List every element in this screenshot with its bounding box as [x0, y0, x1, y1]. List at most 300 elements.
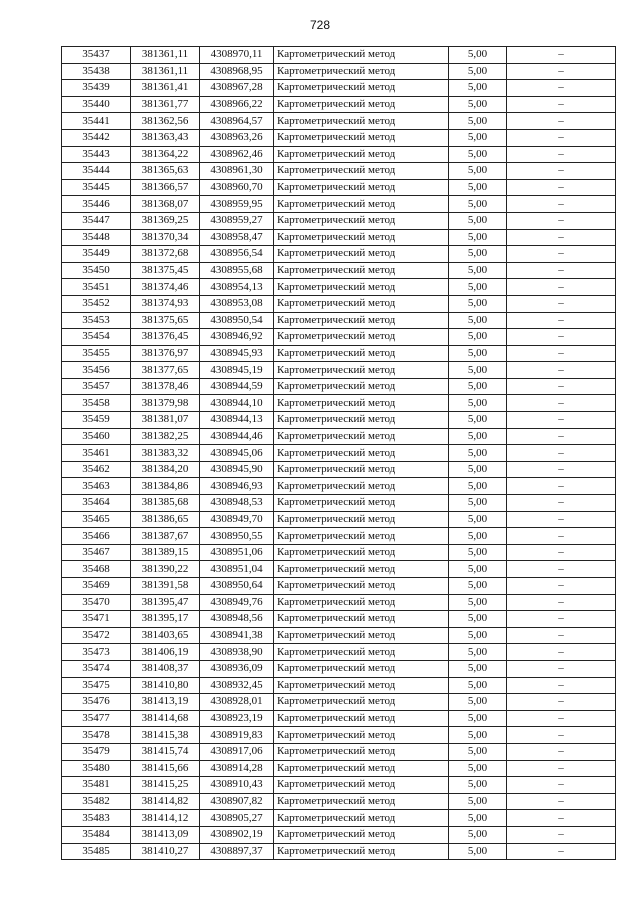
- accuracy-cell: 5,00: [449, 262, 507, 279]
- method-cell: Картометрический метод: [274, 378, 449, 395]
- description-cell: –: [507, 777, 616, 794]
- point-number-cell: 35452: [62, 295, 131, 312]
- y-coordinate-cell: 4308914,28: [200, 760, 274, 777]
- accuracy-cell: 5,00: [449, 179, 507, 196]
- table-row: [62, 511, 616, 528]
- x-coordinate-cell: 381395,17: [131, 611, 200, 628]
- point-number-cell: 35443: [62, 146, 131, 163]
- accuracy-cell: 5,00: [449, 163, 507, 180]
- point-number-cell: 35449: [62, 246, 131, 263]
- description-cell: –: [507, 262, 616, 279]
- method-cell: Картометрический метод: [274, 660, 449, 677]
- y-coordinate-cell: 4308960,70: [200, 179, 274, 196]
- description-cell: –: [507, 611, 616, 628]
- table-row: [62, 495, 616, 512]
- description-cell: –: [507, 810, 616, 827]
- description-cell: –: [507, 163, 616, 180]
- method-cell: Картометрический метод: [274, 677, 449, 694]
- y-coordinate-cell: 4308917,06: [200, 743, 274, 760]
- x-coordinate-cell: 381375,45: [131, 262, 200, 279]
- point-number-cell: 35478: [62, 727, 131, 744]
- x-coordinate-cell: 381387,67: [131, 528, 200, 545]
- description-cell: –: [507, 644, 616, 661]
- table-row: [62, 179, 616, 196]
- y-coordinate-cell: 4308910,43: [200, 777, 274, 794]
- point-number-cell: 35438: [62, 63, 131, 80]
- accuracy-cell: 5,00: [449, 677, 507, 694]
- y-coordinate-cell: 4308962,46: [200, 146, 274, 163]
- accuracy-cell: 5,00: [449, 146, 507, 163]
- y-coordinate-cell: 4308970,11: [200, 47, 274, 64]
- accuracy-cell: 5,00: [449, 495, 507, 512]
- accuracy-cell: 5,00: [449, 345, 507, 362]
- x-coordinate-cell: 381361,77: [131, 96, 200, 113]
- method-cell: Картометрический метод: [274, 843, 449, 860]
- x-coordinate-cell: 381378,46: [131, 378, 200, 395]
- point-number-cell: 35459: [62, 412, 131, 429]
- description-cell: –: [507, 412, 616, 429]
- y-coordinate-cell: 4308944,59: [200, 378, 274, 395]
- table-row: [62, 544, 616, 561]
- point-number-cell: 35437: [62, 47, 131, 64]
- table-row: [62, 826, 616, 843]
- y-coordinate-cell: 4308968,95: [200, 63, 274, 80]
- y-coordinate-cell: 4308928,01: [200, 694, 274, 711]
- method-cell: Картометрический метод: [274, 727, 449, 744]
- x-coordinate-cell: 381383,32: [131, 445, 200, 462]
- point-number-cell: 35484: [62, 826, 131, 843]
- description-cell: –: [507, 461, 616, 478]
- method-cell: Картометрический метод: [274, 63, 449, 80]
- point-number-cell: 35474: [62, 660, 131, 677]
- point-number-cell: 35441: [62, 113, 131, 130]
- method-cell: Картометрический метод: [274, 777, 449, 794]
- description-cell: –: [507, 710, 616, 727]
- accuracy-cell: 5,00: [449, 578, 507, 595]
- x-coordinate-cell: 381372,68: [131, 246, 200, 263]
- point-number-cell: 35450: [62, 262, 131, 279]
- table-row: [62, 378, 616, 395]
- coordinates-table-body: [62, 47, 616, 860]
- x-coordinate-cell: 381379,98: [131, 395, 200, 412]
- method-cell: Картометрический метод: [274, 544, 449, 561]
- table-row: [62, 793, 616, 810]
- point-number-cell: 35482: [62, 793, 131, 810]
- x-coordinate-cell: 381374,46: [131, 279, 200, 296]
- accuracy-cell: 5,00: [449, 445, 507, 462]
- description-cell: –: [507, 760, 616, 777]
- method-cell: Картометрический метод: [274, 445, 449, 462]
- table-row: [62, 163, 616, 180]
- x-coordinate-cell: 381386,65: [131, 511, 200, 528]
- x-coordinate-cell: 381414,82: [131, 793, 200, 810]
- accuracy-cell: 5,00: [449, 528, 507, 545]
- accuracy-cell: 5,00: [449, 461, 507, 478]
- x-coordinate-cell: 381410,80: [131, 677, 200, 694]
- accuracy-cell: 5,00: [449, 826, 507, 843]
- description-cell: –: [507, 146, 616, 163]
- table-row: [62, 694, 616, 711]
- y-coordinate-cell: 4308923,19: [200, 710, 274, 727]
- method-cell: Картометрический метод: [274, 279, 449, 296]
- point-number-cell: 35472: [62, 627, 131, 644]
- table-row: [62, 810, 616, 827]
- method-cell: Картометрический метод: [274, 329, 449, 346]
- x-coordinate-cell: 381377,65: [131, 362, 200, 379]
- table-row: [62, 212, 616, 229]
- point-number-cell: 35485: [62, 843, 131, 860]
- table-row: [62, 611, 616, 628]
- accuracy-cell: 5,00: [449, 644, 507, 661]
- method-cell: Картометрический метод: [274, 743, 449, 760]
- description-cell: –: [507, 395, 616, 412]
- x-coordinate-cell: 381374,93: [131, 295, 200, 312]
- method-cell: Картометрический метод: [274, 345, 449, 362]
- description-cell: –: [507, 743, 616, 760]
- x-coordinate-cell: 381384,86: [131, 478, 200, 495]
- x-coordinate-cell: 381390,22: [131, 561, 200, 578]
- point-number-cell: 35439: [62, 80, 131, 97]
- method-cell: Картометрический метод: [274, 461, 449, 478]
- y-coordinate-cell: 4308963,26: [200, 129, 274, 146]
- table-row: [62, 428, 616, 445]
- accuracy-cell: 5,00: [449, 627, 507, 644]
- point-number-cell: 35446: [62, 196, 131, 213]
- accuracy-cell: 5,00: [449, 412, 507, 429]
- accuracy-cell: 5,00: [449, 777, 507, 794]
- y-coordinate-cell: 4308919,83: [200, 727, 274, 744]
- point-number-cell: 35475: [62, 677, 131, 694]
- point-number-cell: 35466: [62, 528, 131, 545]
- accuracy-cell: 5,00: [449, 694, 507, 711]
- description-cell: –: [507, 212, 616, 229]
- x-coordinate-cell: 381375,65: [131, 312, 200, 329]
- point-number-cell: 35440: [62, 96, 131, 113]
- y-coordinate-cell: 4308945,93: [200, 345, 274, 362]
- point-number-cell: 35469: [62, 578, 131, 595]
- table-row: [62, 63, 616, 80]
- point-number-cell: 35481: [62, 777, 131, 794]
- y-coordinate-cell: 4308961,30: [200, 163, 274, 180]
- point-number-cell: 35471: [62, 611, 131, 628]
- y-coordinate-cell: 4308944,10: [200, 395, 274, 412]
- table-row: [62, 395, 616, 412]
- method-cell: Картометрический метод: [274, 428, 449, 445]
- y-coordinate-cell: 4308905,27: [200, 810, 274, 827]
- accuracy-cell: 5,00: [449, 561, 507, 578]
- accuracy-cell: 5,00: [449, 594, 507, 611]
- y-coordinate-cell: 4308967,28: [200, 80, 274, 97]
- method-cell: Картометрический метод: [274, 412, 449, 429]
- description-cell: –: [507, 312, 616, 329]
- point-number-cell: 35444: [62, 163, 131, 180]
- method-cell: Картометрический метод: [274, 262, 449, 279]
- x-coordinate-cell: 381362,56: [131, 113, 200, 130]
- y-coordinate-cell: 4308955,68: [200, 262, 274, 279]
- description-cell: –: [507, 478, 616, 495]
- description-cell: –: [507, 428, 616, 445]
- table-row: [62, 843, 616, 860]
- x-coordinate-cell: 381408,37: [131, 660, 200, 677]
- accuracy-cell: 5,00: [449, 743, 507, 760]
- point-number-cell: 35453: [62, 312, 131, 329]
- table-row: [62, 644, 616, 661]
- accuracy-cell: 5,00: [449, 660, 507, 677]
- table-row: [62, 727, 616, 744]
- accuracy-cell: 5,00: [449, 428, 507, 445]
- y-coordinate-cell: 4308964,57: [200, 113, 274, 130]
- description-cell: –: [507, 793, 616, 810]
- y-coordinate-cell: 4308945,19: [200, 362, 274, 379]
- method-cell: Картометрический метод: [274, 760, 449, 777]
- y-coordinate-cell: 4308950,54: [200, 312, 274, 329]
- y-coordinate-cell: 4308948,56: [200, 611, 274, 628]
- table-row: [62, 229, 616, 246]
- description-cell: –: [507, 63, 616, 80]
- x-coordinate-cell: 381365,63: [131, 163, 200, 180]
- y-coordinate-cell: 4308941,38: [200, 627, 274, 644]
- y-coordinate-cell: 4308946,93: [200, 478, 274, 495]
- description-cell: –: [507, 295, 616, 312]
- accuracy-cell: 5,00: [449, 96, 507, 113]
- point-number-cell: 35483: [62, 810, 131, 827]
- y-coordinate-cell: 4308945,06: [200, 445, 274, 462]
- accuracy-cell: 5,00: [449, 362, 507, 379]
- table-row: [62, 312, 616, 329]
- description-cell: –: [507, 378, 616, 395]
- method-cell: Картометрический метод: [274, 246, 449, 263]
- method-cell: Картометрический метод: [274, 96, 449, 113]
- table-row: [62, 345, 616, 362]
- table-row: [62, 594, 616, 611]
- method-cell: Картометрический метод: [274, 312, 449, 329]
- y-coordinate-cell: 4308954,13: [200, 279, 274, 296]
- method-cell: Картометрический метод: [274, 578, 449, 595]
- x-coordinate-cell: 381381,07: [131, 412, 200, 429]
- point-number-cell: 35476: [62, 694, 131, 711]
- description-cell: –: [507, 677, 616, 694]
- method-cell: Картометрический метод: [274, 810, 449, 827]
- description-cell: –: [507, 279, 616, 296]
- y-coordinate-cell: 4308966,22: [200, 96, 274, 113]
- point-number-cell: 35463: [62, 478, 131, 495]
- description-cell: –: [507, 129, 616, 146]
- point-number-cell: 35455: [62, 345, 131, 362]
- x-coordinate-cell: 381403,65: [131, 627, 200, 644]
- coordinates-table: [61, 46, 616, 860]
- method-cell: Картометрический метод: [274, 47, 449, 64]
- description-cell: –: [507, 511, 616, 528]
- x-coordinate-cell: 381415,66: [131, 760, 200, 777]
- x-coordinate-cell: 381406,19: [131, 644, 200, 661]
- x-coordinate-cell: 381414,12: [131, 810, 200, 827]
- accuracy-cell: 5,00: [449, 129, 507, 146]
- table-row: [62, 246, 616, 263]
- point-number-cell: 35464: [62, 495, 131, 512]
- description-cell: –: [507, 843, 616, 860]
- method-cell: Картометрический метод: [274, 113, 449, 130]
- table-row: [62, 461, 616, 478]
- accuracy-cell: 5,00: [449, 793, 507, 810]
- accuracy-cell: 5,00: [449, 478, 507, 495]
- accuracy-cell: 5,00: [449, 63, 507, 80]
- x-coordinate-cell: 381370,34: [131, 229, 200, 246]
- x-coordinate-cell: 381361,11: [131, 63, 200, 80]
- accuracy-cell: 5,00: [449, 113, 507, 130]
- method-cell: Картометрический метод: [274, 710, 449, 727]
- point-number-cell: 35461: [62, 445, 131, 462]
- method-cell: Картометрический метод: [274, 495, 449, 512]
- x-coordinate-cell: 381363,43: [131, 129, 200, 146]
- description-cell: –: [507, 47, 616, 64]
- x-coordinate-cell: 381369,25: [131, 212, 200, 229]
- x-coordinate-cell: 381413,09: [131, 826, 200, 843]
- accuracy-cell: 5,00: [449, 246, 507, 263]
- description-cell: –: [507, 694, 616, 711]
- description-cell: –: [507, 544, 616, 561]
- point-number-cell: 35458: [62, 395, 131, 412]
- description-cell: –: [507, 113, 616, 130]
- point-number-cell: 35460: [62, 428, 131, 445]
- method-cell: Картометрический метод: [274, 561, 449, 578]
- accuracy-cell: 5,00: [449, 279, 507, 296]
- y-coordinate-cell: 4308959,27: [200, 212, 274, 229]
- accuracy-cell: 5,00: [449, 80, 507, 97]
- x-coordinate-cell: 381415,38: [131, 727, 200, 744]
- x-coordinate-cell: 381368,07: [131, 196, 200, 213]
- method-cell: Картометрический метод: [274, 212, 449, 229]
- table-row: [62, 478, 616, 495]
- y-coordinate-cell: 4308958,47: [200, 229, 274, 246]
- x-coordinate-cell: 381415,74: [131, 743, 200, 760]
- x-coordinate-cell: 381361,11: [131, 47, 200, 64]
- table-row: [62, 528, 616, 545]
- x-coordinate-cell: 381376,97: [131, 345, 200, 362]
- y-coordinate-cell: 4308946,92: [200, 329, 274, 346]
- method-cell: Картометрический метод: [274, 478, 449, 495]
- point-number-cell: 35442: [62, 129, 131, 146]
- x-coordinate-cell: 381382,25: [131, 428, 200, 445]
- method-cell: Картометрический метод: [274, 179, 449, 196]
- table-row: [62, 146, 616, 163]
- table-row: [62, 47, 616, 64]
- y-coordinate-cell: 4308936,09: [200, 660, 274, 677]
- description-cell: –: [507, 594, 616, 611]
- description-cell: –: [507, 246, 616, 263]
- table-row: [62, 677, 616, 694]
- table-row: [62, 196, 616, 213]
- table-row: [62, 362, 616, 379]
- y-coordinate-cell: 4308951,06: [200, 544, 274, 561]
- table-row: [62, 96, 616, 113]
- page-number: 728: [309, 18, 331, 32]
- accuracy-cell: 5,00: [449, 395, 507, 412]
- table-row: [62, 760, 616, 777]
- y-coordinate-cell: 4308949,70: [200, 511, 274, 528]
- method-cell: Картометрический метод: [274, 594, 449, 611]
- method-cell: Картометрический метод: [274, 395, 449, 412]
- table-row: [62, 129, 616, 146]
- accuracy-cell: 5,00: [449, 229, 507, 246]
- table-row: [62, 262, 616, 279]
- point-number-cell: 35480: [62, 760, 131, 777]
- x-coordinate-cell: 381389,15: [131, 544, 200, 561]
- y-coordinate-cell: 4308944,46: [200, 428, 274, 445]
- table-row: [62, 710, 616, 727]
- method-cell: Картометрический метод: [274, 146, 449, 163]
- method-cell: Картометрический метод: [274, 295, 449, 312]
- accuracy-cell: 5,00: [449, 511, 507, 528]
- description-cell: –: [507, 627, 616, 644]
- method-cell: Картометрический метод: [274, 627, 449, 644]
- x-coordinate-cell: 381366,57: [131, 179, 200, 196]
- accuracy-cell: 5,00: [449, 295, 507, 312]
- y-coordinate-cell: 4308956,54: [200, 246, 274, 263]
- point-number-cell: 35467: [62, 544, 131, 561]
- x-coordinate-cell: 381364,22: [131, 146, 200, 163]
- accuracy-cell: 5,00: [449, 329, 507, 346]
- description-cell: –: [507, 445, 616, 462]
- description-cell: –: [507, 80, 616, 97]
- y-coordinate-cell: 4308959,95: [200, 196, 274, 213]
- table-row: [62, 627, 616, 644]
- y-coordinate-cell: 4308902,19: [200, 826, 274, 843]
- table-row: [62, 279, 616, 296]
- accuracy-cell: 5,00: [449, 760, 507, 777]
- y-coordinate-cell: 4308944,13: [200, 412, 274, 429]
- point-number-cell: 35454: [62, 329, 131, 346]
- accuracy-cell: 5,00: [449, 843, 507, 860]
- description-cell: –: [507, 229, 616, 246]
- y-coordinate-cell: 4308938,90: [200, 644, 274, 661]
- description-cell: –: [507, 727, 616, 744]
- point-number-cell: 35448: [62, 229, 131, 246]
- method-cell: Картометрический метод: [274, 80, 449, 97]
- point-number-cell: 35470: [62, 594, 131, 611]
- y-coordinate-cell: 4308953,08: [200, 295, 274, 312]
- table-row: [62, 743, 616, 760]
- table-row: [62, 412, 616, 429]
- accuracy-cell: 5,00: [449, 47, 507, 64]
- accuracy-cell: 5,00: [449, 544, 507, 561]
- x-coordinate-cell: 381376,45: [131, 329, 200, 346]
- description-cell: –: [507, 96, 616, 113]
- method-cell: Картометрический метод: [274, 644, 449, 661]
- y-coordinate-cell: 4308951,04: [200, 561, 274, 578]
- y-coordinate-cell: 4308949,76: [200, 594, 274, 611]
- description-cell: –: [507, 660, 616, 677]
- description-cell: –: [507, 345, 616, 362]
- y-coordinate-cell: 4308948,53: [200, 495, 274, 512]
- point-number-cell: 35457: [62, 378, 131, 395]
- x-coordinate-cell: 381395,47: [131, 594, 200, 611]
- table-row: [62, 660, 616, 677]
- description-cell: –: [507, 578, 616, 595]
- x-coordinate-cell: 381391,58: [131, 578, 200, 595]
- table-row: [62, 561, 616, 578]
- y-coordinate-cell: 4308945,90: [200, 461, 274, 478]
- x-coordinate-cell: 381384,20: [131, 461, 200, 478]
- table-row: [62, 80, 616, 97]
- table-row: [62, 777, 616, 794]
- point-number-cell: 35447: [62, 212, 131, 229]
- method-cell: Картометрический метод: [274, 163, 449, 180]
- point-number-cell: 35477: [62, 710, 131, 727]
- method-cell: Картометрический метод: [274, 611, 449, 628]
- description-cell: –: [507, 561, 616, 578]
- point-number-cell: 35473: [62, 644, 131, 661]
- description-cell: –: [507, 495, 616, 512]
